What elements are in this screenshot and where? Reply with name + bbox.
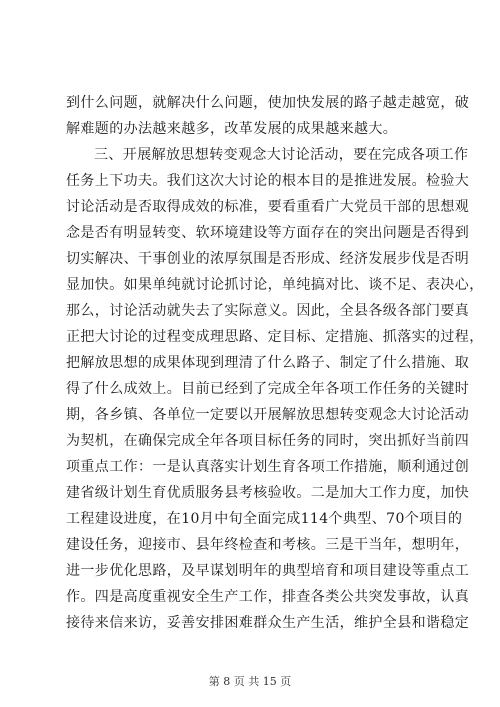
page-footer <box>0 673 500 689</box>
text-line: 把解放思想的成果体现到理清了什么路子、制定了什么措施、取 <box>66 355 470 371</box>
text-line: 作。四是高度重视安全生产工作，排查各类公共突发事故，认真 <box>66 589 470 605</box>
text-line: 正把大讨论的过程变成理思路、定目标、定措施、抓落实的过程， <box>66 329 484 345</box>
page-number-label: 第 8 页 共 15 页 <box>208 675 292 688</box>
text-line: 接待来信来访，妥善安排困难群众生产生活，维护全县和谐稳定 <box>66 615 470 631</box>
text-line: 得了什么成效上。目前已经到了完成全年各项工作任务的关键时 <box>66 381 470 397</box>
text-line: 念是否有明显转变、软环境建设等方面存在的突出问题是否得到 <box>66 225 470 241</box>
text-line: 任务上下功夫。我们这次大讨论的根本目的是推进发展。检验大 <box>66 173 470 189</box>
text-line: 期，各乡镇、各单位一定要以开展解放思想转变观念大讨论活动 <box>66 407 470 423</box>
text-line: 建设任务，迎接市、县年终检查和考核。三是干当年，想明年， <box>66 537 470 553</box>
text-line: 项重点工作：一是认真落实计划生育各项工作措施，顺利通过创 <box>66 459 470 475</box>
paragraph-start-line: 三、开展解放思想转变观念大讨论活动，要在完成各项工作 <box>94 147 469 163</box>
text-line: 切实解决、干事创业的浓厚氛围是否形成、经济发展步伐是否明 <box>66 251 470 267</box>
text-line: 工程建设进度，在10月中旬全面完成114个典型、70个项目的 <box>66 511 463 527</box>
text-line: 讨论活动是否取得成效的标准，要看重看广大党员干部的思想观 <box>66 199 470 215</box>
text-line: 解难题的办法越来越多，改革发展的成果越来越大。 <box>66 121 398 137</box>
text-line: 为契机，在确保完成全年各项目标任务的同时，突出抓好当前四 <box>66 433 470 449</box>
text-line: 进一步优化思路，及早谋划明年的典型培育和项目建设等重点工 <box>66 563 470 579</box>
text-line: 那么，讨论活动就失去了实际意义。因此，全县各级各部门要真 <box>66 303 470 319</box>
body-text <box>66 90 484 636</box>
text-line: 到什么问题，就解决什么问题，使加快发展的路子越走越宽，破 <box>66 95 470 111</box>
text-line: 建省级计划生育优质服务县考核验收。二是加大工作力度，加快 <box>66 485 470 501</box>
text-line: 显加快。如果单纯就讨论抓讨论，单纯搞对比、谈不足、表决心， <box>66 277 484 293</box>
